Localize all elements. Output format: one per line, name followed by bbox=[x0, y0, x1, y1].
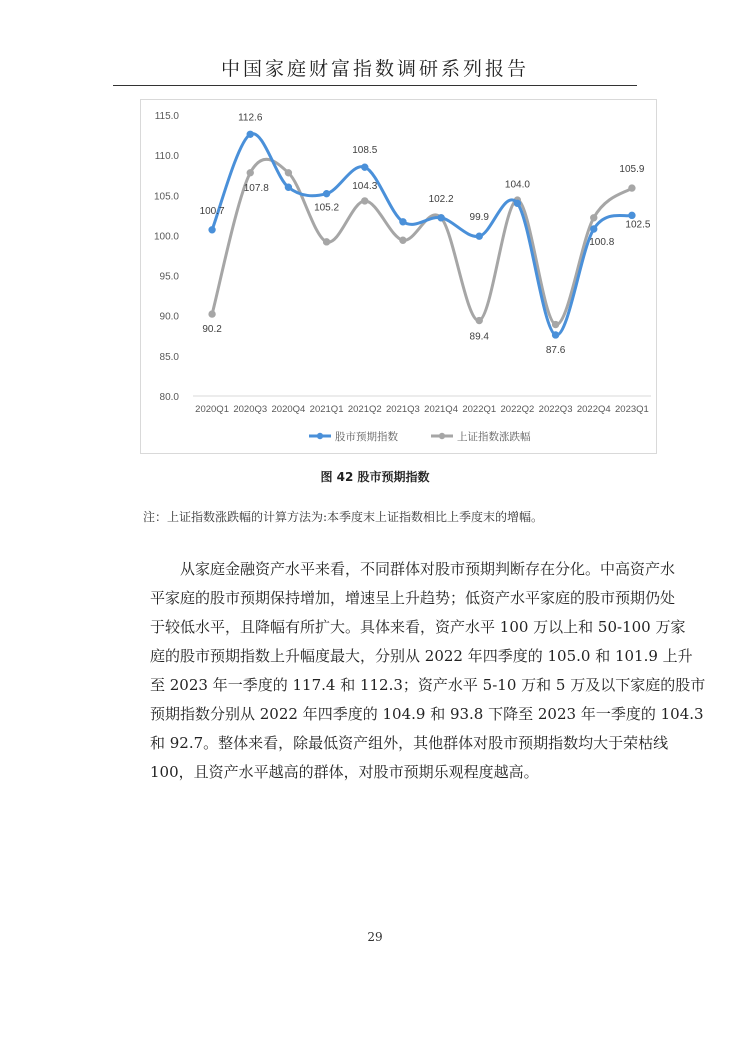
data-point bbox=[476, 233, 482, 239]
x-tick-label: 2021Q1 bbox=[309, 404, 344, 415]
data-label: 104.3 bbox=[352, 180, 378, 192]
data-point bbox=[514, 200, 520, 206]
body-line: 于较低水平，且降幅有所扩大。具体来看，资产水平 100 万以上和 50-100 万家 bbox=[150, 618, 686, 636]
data-label: 100.8 bbox=[589, 237, 615, 249]
data-label: 89.4 bbox=[469, 331, 489, 343]
data-label: 107.8 bbox=[243, 182, 269, 194]
body-line: 至 2023 年一季度的 117.4 和 112.3；资产水平 5-10 万和 5 万及以下家庭的股市 bbox=[150, 676, 706, 694]
x-tick-label: 2021Q3 bbox=[386, 404, 420, 415]
data-label: 90.2 bbox=[202, 324, 222, 336]
data-point bbox=[285, 170, 291, 176]
data-label: 108.5 bbox=[352, 145, 378, 157]
y-tick-label: 100.0 bbox=[153, 231, 179, 243]
x-tick-label: 2022Q1 bbox=[462, 404, 497, 415]
data-point bbox=[552, 332, 558, 338]
data-point bbox=[323, 190, 329, 196]
data-label: 100.7 bbox=[199, 205, 225, 217]
data-label: 102.2 bbox=[428, 193, 454, 205]
data-point bbox=[247, 170, 253, 176]
y-tick-label: 95.0 bbox=[159, 271, 179, 283]
x-tick-label: 2021Q2 bbox=[347, 404, 382, 415]
legend-label: 股市预期指数 bbox=[335, 431, 398, 443]
data-point bbox=[591, 215, 597, 221]
series-line-shanghai-index bbox=[212, 159, 632, 324]
header-divider bbox=[113, 85, 637, 86]
data-label: 102.5 bbox=[625, 219, 651, 231]
body-line: 平家庭的股市预期保持增加，增速呈上升趋势；低资产水平家庭的股市预期仍处 bbox=[150, 589, 676, 607]
data-label: 104.0 bbox=[504, 179, 530, 191]
data-point bbox=[209, 227, 215, 233]
data-point bbox=[362, 198, 368, 204]
figure-caption: 图 42 股市预期指数 bbox=[320, 470, 430, 484]
x-tick-label: 2020Q3 bbox=[233, 404, 268, 415]
x-tick-label: 2020Q1 bbox=[195, 404, 229, 415]
data-label: 99.9 bbox=[469, 212, 489, 224]
data-point bbox=[285, 184, 291, 190]
data-point bbox=[362, 164, 368, 170]
data-label: 112.6 bbox=[238, 112, 263, 124]
data-point bbox=[323, 239, 329, 245]
data-point bbox=[552, 321, 558, 327]
y-tick-label: 85.0 bbox=[159, 351, 179, 363]
chart-note: 注：上证指数涨跌幅的计算方法为:本季度末上证指数相比上季度末的增幅。 bbox=[143, 510, 544, 524]
data-label: 105.2 bbox=[314, 202, 340, 214]
chart-canvas bbox=[141, 100, 656, 453]
data-point bbox=[476, 317, 482, 323]
data-point bbox=[629, 212, 635, 218]
data-point bbox=[438, 215, 444, 221]
page-header-title: 中国家庭财富指数调研系列报告 bbox=[220, 58, 529, 80]
data-point bbox=[629, 185, 635, 191]
y-tick-label: 105.0 bbox=[153, 191, 179, 203]
body-line: 庭的股市预期指数上升幅度最大，分别从 2022 年四季度的 105.0 和 101.9 上升 bbox=[150, 647, 693, 665]
data-point bbox=[247, 131, 253, 137]
body-paragraph bbox=[150, 555, 706, 787]
data-point bbox=[209, 311, 215, 317]
legend-marker bbox=[439, 433, 445, 439]
data-point bbox=[591, 226, 597, 232]
x-tick-label: 2022Q4 bbox=[576, 404, 611, 415]
legend-label: 上证指数涨跌幅 bbox=[457, 431, 531, 443]
x-tick-label: 2020Q4 bbox=[271, 404, 306, 415]
body-line: 100，且资产水平越高的群体，对股市预期乐观程度越高。 bbox=[150, 763, 539, 781]
line-chart bbox=[140, 99, 657, 454]
data-point bbox=[400, 237, 406, 243]
body-line: 从家庭金融资产水平来看，不同群体对股市预期判断存在分化。中高资产水 bbox=[180, 560, 676, 578]
page-number: 29 bbox=[367, 930, 383, 944]
x-tick-label: 2021Q4 bbox=[424, 404, 458, 415]
x-tick-label: 2022Q2 bbox=[500, 404, 535, 415]
y-tick-label: 115.0 bbox=[154, 111, 179, 122]
data-label: 87.6 bbox=[545, 344, 566, 356]
y-tick-label: 80.0 bbox=[159, 392, 179, 403]
y-tick-label: 110.0 bbox=[154, 151, 179, 163]
body-line: 预期指数分别从 2022 年四季度的 104.9 和 93.8 下降至 2023 年一季度的 104.3 bbox=[150, 705, 704, 723]
body-line: 和 92.7。整体来看，除最低资产组外，其他群体对股市预期指数均大于荣枯线 bbox=[150, 734, 669, 752]
x-tick-label: 2022Q3 bbox=[538, 404, 573, 415]
data-point bbox=[400, 219, 406, 225]
legend-marker bbox=[317, 433, 323, 439]
x-tick-label: 2023Q1 bbox=[615, 404, 649, 415]
y-tick-label: 90.0 bbox=[159, 311, 179, 323]
data-label: 105.9 bbox=[619, 164, 645, 176]
